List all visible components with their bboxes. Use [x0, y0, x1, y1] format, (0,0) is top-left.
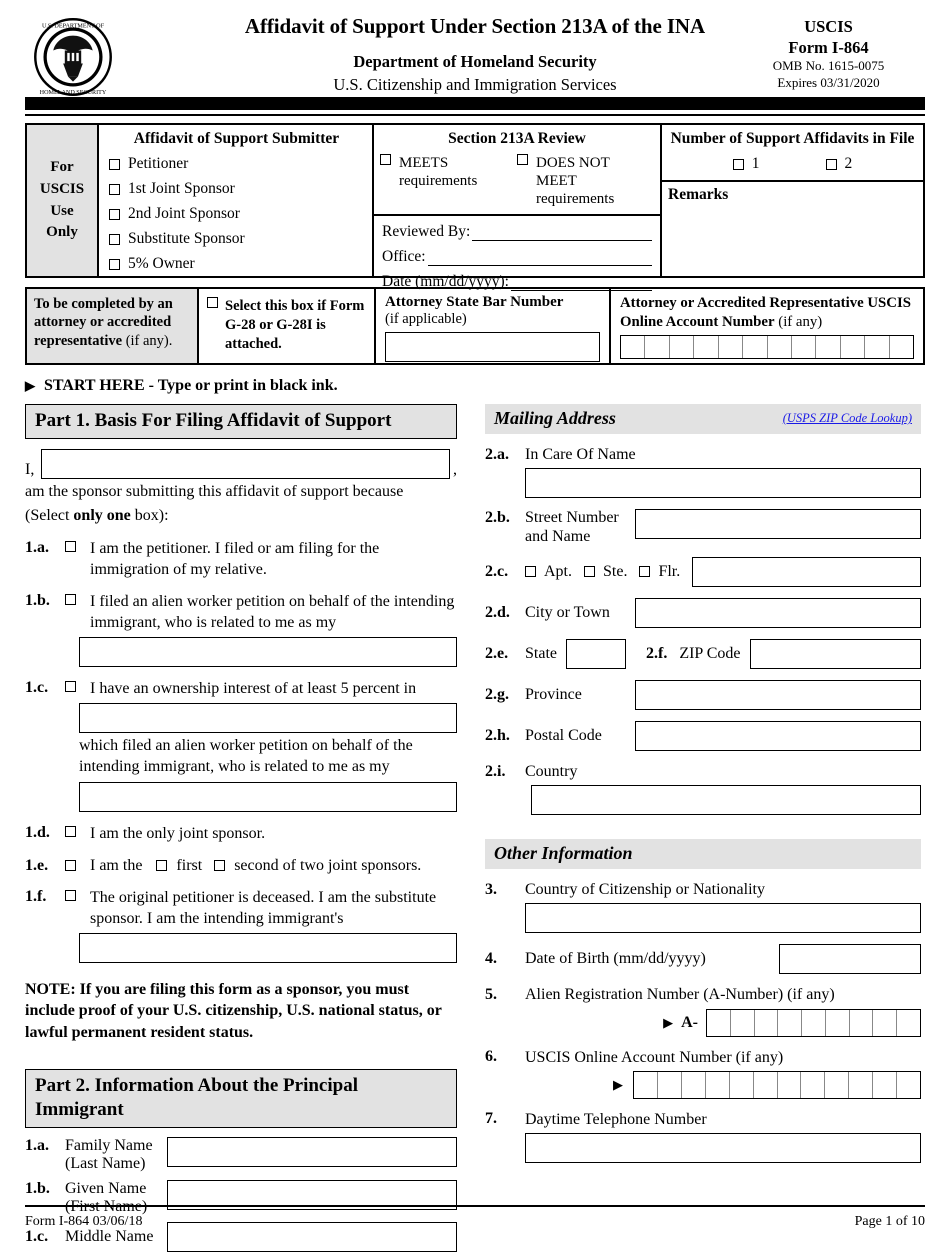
submitter-option-label: 2nd Joint Sponsor — [128, 205, 240, 222]
form-columns — [25, 404, 925, 1252]
mailing-row-2i — [485, 762, 921, 781]
other-row-6 — [485, 1048, 921, 1067]
part1-item-1c[interactable] — [25, 678, 457, 699]
item-label-a: I am the — [90, 856, 143, 874]
submitter-option-label: 1st Joint Sponsor — [128, 180, 235, 197]
field-label-line2: (Last Name) — [65, 1155, 146, 1173]
item-number: 3. — [485, 880, 497, 898]
part1-note: NOTE: If you are filing this form as a sponsor, you must include proof of your U.S. citizenship, U.S. national status, or lawful permanent resident status. — [25, 981, 442, 1041]
submitter-option-1st-joint-sponsor[interactable] — [109, 180, 372, 198]
item-number: 7. — [485, 1110, 497, 1128]
item-label: The original petitioner is deceased. I am the substitute sponsor. I am the intending immigrant's — [90, 888, 437, 927]
field-label-line1: Street Number — [525, 509, 619, 527]
item-number: 1.f. — [25, 887, 47, 905]
checkbox-icon[interactable] — [65, 860, 76, 871]
character-cell[interactable] — [816, 336, 840, 358]
field-label: Postal Code — [525, 726, 602, 744]
checkbox-icon[interactable] — [826, 159, 837, 170]
field-label: Date of Birth (mm/dd/yyyy) — [525, 950, 706, 968]
affidavits-top — [662, 125, 923, 182]
item-label: I am the petitioner. I filed or am filing for the immigration of my relative. — [90, 539, 380, 578]
select-bold: only one — [73, 506, 131, 524]
submitter-option-petitioner[interactable] — [109, 155, 372, 173]
start-here-label: START HERE - Type or print in black ink. — [44, 377, 338, 394]
field-label: Alien Registration Number (A-Number) (if any) — [525, 986, 835, 1004]
country-of-citizenship-input[interactable] — [525, 903, 921, 933]
other-information-heading: Other Information — [494, 843, 633, 864]
item-number: 4. — [485, 950, 497, 968]
part1-item-1b-input[interactable] — [79, 637, 457, 667]
checkbox-icon[interactable] — [109, 259, 120, 270]
checkbox-icon[interactable] — [109, 184, 120, 195]
attorney-bar-note: (if applicable) — [385, 311, 467, 327]
reviewed-by-input[interactable] — [472, 226, 652, 241]
page-footer — [25, 1205, 925, 1230]
character-cell[interactable] — [731, 1010, 755, 1036]
section-213a-review-section — [374, 125, 662, 290]
affidavits-option-2[interactable] — [826, 155, 853, 173]
character-cell[interactable] — [897, 1010, 920, 1036]
item-label: I filed an alien worker petition on behalf of the intending immigrant, who is related to me as my — [90, 592, 455, 631]
attorney-bar-input[interactable] — [385, 332, 600, 362]
uscis-online-account-input[interactable] — [633, 1071, 921, 1099]
form-number: Form I-864 — [788, 38, 869, 58]
section-213a-review-title: Section 213A Review — [448, 130, 586, 147]
sponsor-statement-line1: am the sponsor submitting this affidavit of support because — [25, 482, 404, 500]
attorney-instruction-bold: To be completed by an attorney or accredited representative — [34, 296, 173, 349]
character-cell[interactable] — [850, 1010, 874, 1036]
mailing-row-2e-2f — [485, 639, 921, 669]
g28-attached-label: Select this box if Form G-28 or G-28I is attached. — [225, 298, 365, 353]
apt-label: Apt. — [544, 562, 572, 580]
dhs-seal-icon — [30, 16, 116, 98]
attorney-online-account-input[interactable] — [620, 335, 914, 359]
attorney-bar-label: Attorney State Bar Number — [385, 294, 564, 310]
uscis-label: USCIS — [804, 17, 853, 36]
part1-item-1c-input-1[interactable] — [79, 703, 457, 733]
character-cell[interactable] — [719, 336, 743, 358]
header-black-bar — [25, 97, 925, 110]
submitter-option-substitute-sponsor[interactable] — [109, 230, 372, 248]
uscis-use-only-box — [25, 123, 925, 290]
other-row-5 — [485, 985, 921, 1004]
country-input[interactable] — [531, 785, 921, 815]
character-cell[interactable] — [621, 336, 645, 358]
mailing-row-2c — [485, 557, 921, 587]
item-number: 1.c. — [25, 1228, 49, 1246]
item-label-second: second of two joint sponsors. — [234, 856, 422, 874]
checkbox-icon[interactable] — [65, 541, 76, 552]
item-number: 2.h. — [485, 726, 510, 744]
sponsor-name-input[interactable] — [41, 449, 450, 479]
part1-heading: Part 1. Basis For Filing Affidavit of Support — [25, 404, 457, 439]
checkbox-icon[interactable] — [380, 154, 391, 165]
character-cell[interactable] — [670, 336, 694, 358]
checkbox-icon-apt[interactable] — [525, 566, 536, 577]
checkbox-icon[interactable] — [65, 826, 76, 837]
review-meets-line1: MEETS — [399, 155, 449, 171]
field-label-line2: and Name — [525, 527, 591, 545]
city-or-town-input[interactable] — [635, 598, 921, 628]
checkbox-icon[interactable] — [65, 594, 76, 605]
affidavits-options — [666, 155, 919, 173]
item-number: 2.i. — [485, 762, 506, 780]
office-label: Office: — [382, 248, 426, 265]
checkbox-icon-flr[interactable] — [639, 566, 650, 577]
item-number: 2.a. — [485, 445, 509, 463]
mailing-address-heading-bar — [485, 404, 921, 434]
other-row-7 — [485, 1110, 921, 1129]
page-title: Affidavit of Support Under Section 213A of the INA — [244, 14, 706, 38]
character-cell[interactable] — [682, 1072, 706, 1098]
item-number: 2.g. — [485, 685, 509, 703]
start-here-instruction — [25, 377, 925, 395]
province-input[interactable] — [635, 680, 921, 710]
department-name: Department of Homeland Security — [353, 52, 597, 71]
affidavits-option-1[interactable] — [733, 155, 760, 173]
character-cell[interactable] — [755, 1010, 779, 1036]
sponsor-statement-line2 — [25, 506, 457, 527]
character-cell[interactable] — [645, 336, 669, 358]
character-cell[interactable] — [825, 1072, 849, 1098]
submitter-option-label: Petitioner — [128, 155, 189, 172]
checkbox-icon[interactable] — [517, 154, 528, 165]
affidavits-option-2-label: 2 — [844, 155, 853, 172]
i-label: I, — [25, 460, 35, 478]
review-date-label: Date (mm/dd/yyyy): — [382, 273, 509, 290]
field-label-line1: Given Name — [65, 1179, 147, 1197]
review-option-does-not-meet[interactable] — [517, 154, 654, 208]
flr-label: Flr. — [658, 562, 681, 580]
a-number-input[interactable] — [706, 1009, 921, 1037]
field-label: Country of Citizenship or Nationality — [525, 881, 765, 899]
submitter-option-2nd-joint-sponsor[interactable] — [109, 205, 372, 223]
affidavits-in-file-section — [662, 125, 923, 276]
zip-code-label: ZIP Code — [679, 644, 741, 662]
review-not-meets-line2: requirements — [536, 191, 615, 207]
page-header — [25, 0, 925, 95]
checkbox-icon-first[interactable] — [156, 860, 167, 871]
select-post: box): — [130, 506, 169, 524]
svg-text:U.S. DEPARTMENT OF: U.S. DEPARTMENT OF — [41, 23, 105, 30]
mailing-row-2a — [485, 445, 921, 464]
state-input[interactable] — [566, 639, 626, 669]
character-cell[interactable] — [865, 336, 889, 358]
submitter-option-label: 5% Owner — [128, 255, 195, 272]
uscis-account-row — [485, 1071, 921, 1099]
postal-code-input[interactable] — [635, 721, 921, 751]
for-uscis-use-only-label: For USCIS Use Only — [27, 125, 99, 276]
item-number: 5. — [485, 985, 497, 1003]
zip-code-input[interactable] — [750, 639, 921, 669]
usps-zip-lookup-link[interactable]: (USPS ZIP Code Lookup) — [782, 411, 912, 425]
item-number: 2.d. — [485, 603, 510, 621]
character-cell[interactable] — [826, 1010, 850, 1036]
item-label: I have an ownership interest of at least 5 percent in — [90, 679, 417, 697]
review-meets-line2: requirements — [399, 173, 478, 189]
character-cell[interactable] — [768, 336, 792, 358]
part1-item-1c-text2: which filed an alien worker petition on behalf of the intending immigrant, who is related to me as my — [79, 737, 413, 775]
part1-item-1d[interactable] — [25, 823, 457, 844]
attorney-box — [25, 287, 925, 365]
footer-page-number: Page 1 of 10 — [854, 1214, 925, 1229]
checkbox-icon[interactable] — [109, 159, 120, 170]
sponsor-name-row — [25, 449, 457, 479]
checkbox-icon[interactable] — [109, 234, 120, 245]
triangle-right-icon: ▶ — [663, 1014, 674, 1030]
field-label-line1: Family Name — [65, 1136, 153, 1154]
character-cell[interactable] — [873, 1072, 897, 1098]
review-not-meets-line1: DOES NOT MEET — [536, 155, 610, 189]
other-row-4 — [485, 944, 921, 974]
other-information-heading-bar — [485, 839, 921, 869]
character-cell[interactable] — [658, 1072, 682, 1098]
attorney-instruction-italic: (if any). — [122, 332, 173, 349]
review-top — [374, 125, 660, 216]
affidavits-in-file-title: Number of Support Affidavits in File — [670, 130, 915, 147]
checkbox-icon-ste[interactable] — [584, 566, 595, 577]
character-cell[interactable] — [841, 336, 865, 358]
field-label: In Care Of Name — [525, 446, 636, 463]
part1-item-1a[interactable] — [25, 538, 457, 580]
agency-name: U.S. Citizenship and Immigration Services — [333, 75, 617, 94]
mailing-address-heading: Mailing Address — [494, 408, 616, 428]
part2-row-family-name — [25, 1137, 457, 1174]
submitter-option-5-percent-owner[interactable] — [109, 255, 372, 273]
reviewed-by-label: Reviewed By: — [382, 223, 471, 240]
ste-label: Ste. — [603, 562, 628, 580]
affidavits-option-1-label: 1 — [751, 155, 760, 172]
attorney-state-bar-section — [376, 289, 611, 363]
date-of-birth-input[interactable] — [779, 944, 921, 974]
character-cell[interactable] — [890, 336, 913, 358]
character-cell[interactable] — [802, 1010, 826, 1036]
family-name-input[interactable] — [167, 1137, 457, 1167]
character-cell[interactable] — [743, 336, 767, 358]
character-cell[interactable] — [730, 1072, 754, 1098]
character-cell[interactable] — [706, 1072, 730, 1098]
item-number: 2.b. — [485, 509, 510, 527]
other-row-3 — [485, 880, 921, 899]
triangle-right-icon: ▶ — [613, 1076, 623, 1092]
g28-attached-option[interactable] — [199, 289, 376, 363]
character-cell[interactable] — [897, 1072, 920, 1098]
remarks-area[interactable] — [662, 182, 923, 276]
item-number: 1.b. — [25, 1179, 50, 1197]
remarks-label: Remarks — [668, 186, 729, 203]
checkbox-icon[interactable] — [207, 297, 218, 308]
checkbox-icon[interactable] — [65, 890, 76, 901]
mailing-row-2d — [485, 598, 921, 628]
field-label: USCIS Online Account Number (if any) — [525, 1048, 784, 1066]
character-cell[interactable] — [778, 1072, 802, 1098]
svg-text:HOMELAND SECURITY: HOMELAND SECURITY — [39, 89, 107, 96]
expiration-date: Expires 03/31/2020 — [777, 74, 880, 90]
character-cell[interactable] — [778, 1010, 802, 1036]
character-cell[interactable] — [694, 336, 718, 358]
a-number-row — [485, 1009, 921, 1037]
checkbox-icon[interactable] — [65, 681, 76, 692]
item-number: 1.b. — [25, 591, 50, 609]
item-number: 1.d. — [25, 823, 50, 841]
part1-item-1c-input-2[interactable] — [79, 782, 457, 812]
field-label: Country — [525, 762, 578, 780]
part1-item-1b[interactable] — [25, 591, 457, 633]
attorney-instruction-label — [27, 289, 199, 363]
left-column — [25, 404, 457, 1252]
item-number: 1.a. — [25, 538, 49, 556]
item-number: 2.e. — [485, 644, 509, 662]
select-pre: (Select — [25, 506, 74, 524]
item-number: 1.e. — [25, 856, 49, 874]
review-options — [380, 154, 654, 208]
item-number-2f: 2.f. — [646, 644, 668, 662]
apt-ste-flr-input[interactable] — [692, 557, 921, 587]
mailing-row-2h — [485, 721, 921, 751]
item-number: 2.c. — [485, 562, 509, 580]
attorney-online-account-section — [611, 289, 923, 363]
character-cell[interactable] — [801, 1072, 825, 1098]
state-label: State — [525, 644, 557, 662]
checkbox-icon[interactable] — [733, 159, 744, 170]
field-label: City or Town — [525, 603, 610, 621]
right-column — [485, 404, 921, 1252]
item-number: 1.a. — [25, 1136, 49, 1154]
field-label: Daytime Telephone Number — [525, 1110, 707, 1128]
part1-item-1e[interactable] — [25, 855, 457, 876]
affidavit-submitter-title: Affidavit of Support Submitter — [133, 130, 340, 147]
mailing-row-2b — [485, 509, 921, 546]
submitter-option-label: Substitute Sponsor — [128, 230, 245, 247]
character-cell[interactable] — [707, 1010, 731, 1036]
character-cell[interactable] — [873, 1010, 897, 1036]
street-number-name-input[interactable] — [635, 509, 921, 539]
attorney-online-account-label: Attorney or Accredited Representative USCIS Online Account Number — [620, 295, 911, 331]
part1-item-1f[interactable] — [25, 887, 457, 929]
item-label-first: first — [176, 856, 203, 874]
reviewed-by-row — [382, 223, 652, 241]
part1-item-1f-input[interactable] — [79, 933, 457, 963]
attorney-online-account-note: (if any) — [774, 314, 823, 331]
triangle-right-icon: ▶ — [25, 378, 35, 393]
item-number: 6. — [485, 1048, 497, 1066]
checkbox-icon-second[interactable] — [214, 860, 225, 871]
office-row — [382, 248, 652, 266]
footer-form-id: Form I-864 03/06/18 — [25, 1214, 143, 1229]
character-cell[interactable] — [849, 1072, 873, 1098]
character-cell[interactable] — [754, 1072, 778, 1098]
character-cell[interactable] — [792, 336, 816, 358]
field-label: Middle Name — [65, 1228, 154, 1246]
review-bottom — [374, 216, 660, 298]
field-label-line2: (First Name) — [65, 1197, 148, 1215]
office-input[interactable] — [428, 251, 652, 266]
mailing-row-2g — [485, 680, 921, 710]
field-label: Province — [525, 685, 582, 703]
comma-label: , — [453, 460, 457, 478]
affidavit-submitter-section — [99, 125, 374, 276]
daytime-telephone-input[interactable] — [525, 1133, 921, 1163]
character-cell[interactable] — [634, 1072, 658, 1098]
header-thin-rule — [25, 114, 925, 116]
header-right-block — [736, 16, 921, 91]
omb-number: OMB No. 1615-0075 — [772, 58, 885, 74]
a-number-prefix: A- — [681, 1013, 698, 1031]
item-label: I am the only joint sponsor. — [90, 824, 266, 842]
item-number: 1.c. — [25, 678, 49, 696]
review-option-meets[interactable] — [380, 154, 517, 208]
checkbox-icon[interactable] — [109, 209, 120, 220]
part2-heading: Part 2. Information About the Principal Immigrant — [25, 1069, 457, 1128]
in-care-of-name-input[interactable] — [525, 468, 921, 498]
